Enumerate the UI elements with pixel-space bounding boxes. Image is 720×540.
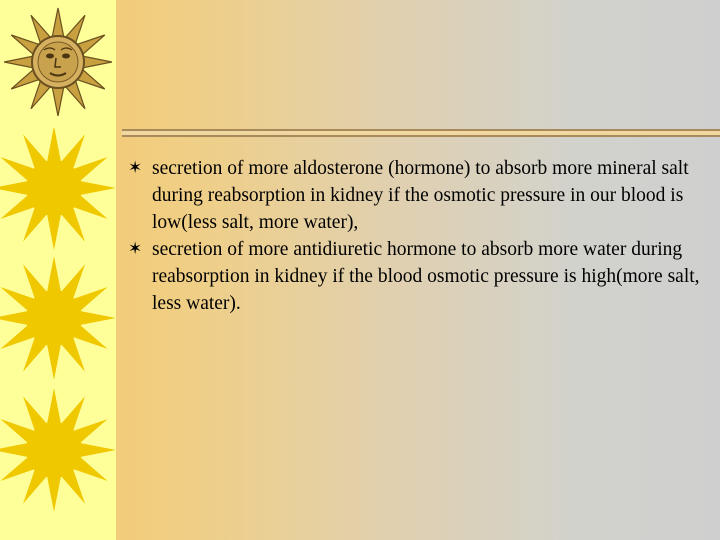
sun-icon — [0, 388, 116, 512]
star-bullet-icon: ✶ — [128, 158, 143, 178]
bullet-text: secretion of more aldosterone (hormone) to absorb more mineral salt during reabsorption in kidney if the osmotic pressure in our blood is low(less salt, more water), — [152, 158, 689, 233]
bullet-text: secretion of more antidiuretic hormone to absorb more water during reabsorption in kidney if the blood osmotic pressure is high(more salt, less water). — [152, 239, 700, 314]
title-divider — [122, 129, 720, 137]
sun-icon — [0, 256, 116, 380]
bullet-list — [122, 155, 712, 317]
face-sun-icon — [4, 4, 112, 116]
decorative-sidebar — [0, 0, 116, 540]
star-bullet-icon: ✶ — [128, 239, 143, 259]
bullet-item — [122, 236, 712, 317]
sun-icon — [0, 128, 116, 250]
bullet-item — [122, 155, 712, 236]
